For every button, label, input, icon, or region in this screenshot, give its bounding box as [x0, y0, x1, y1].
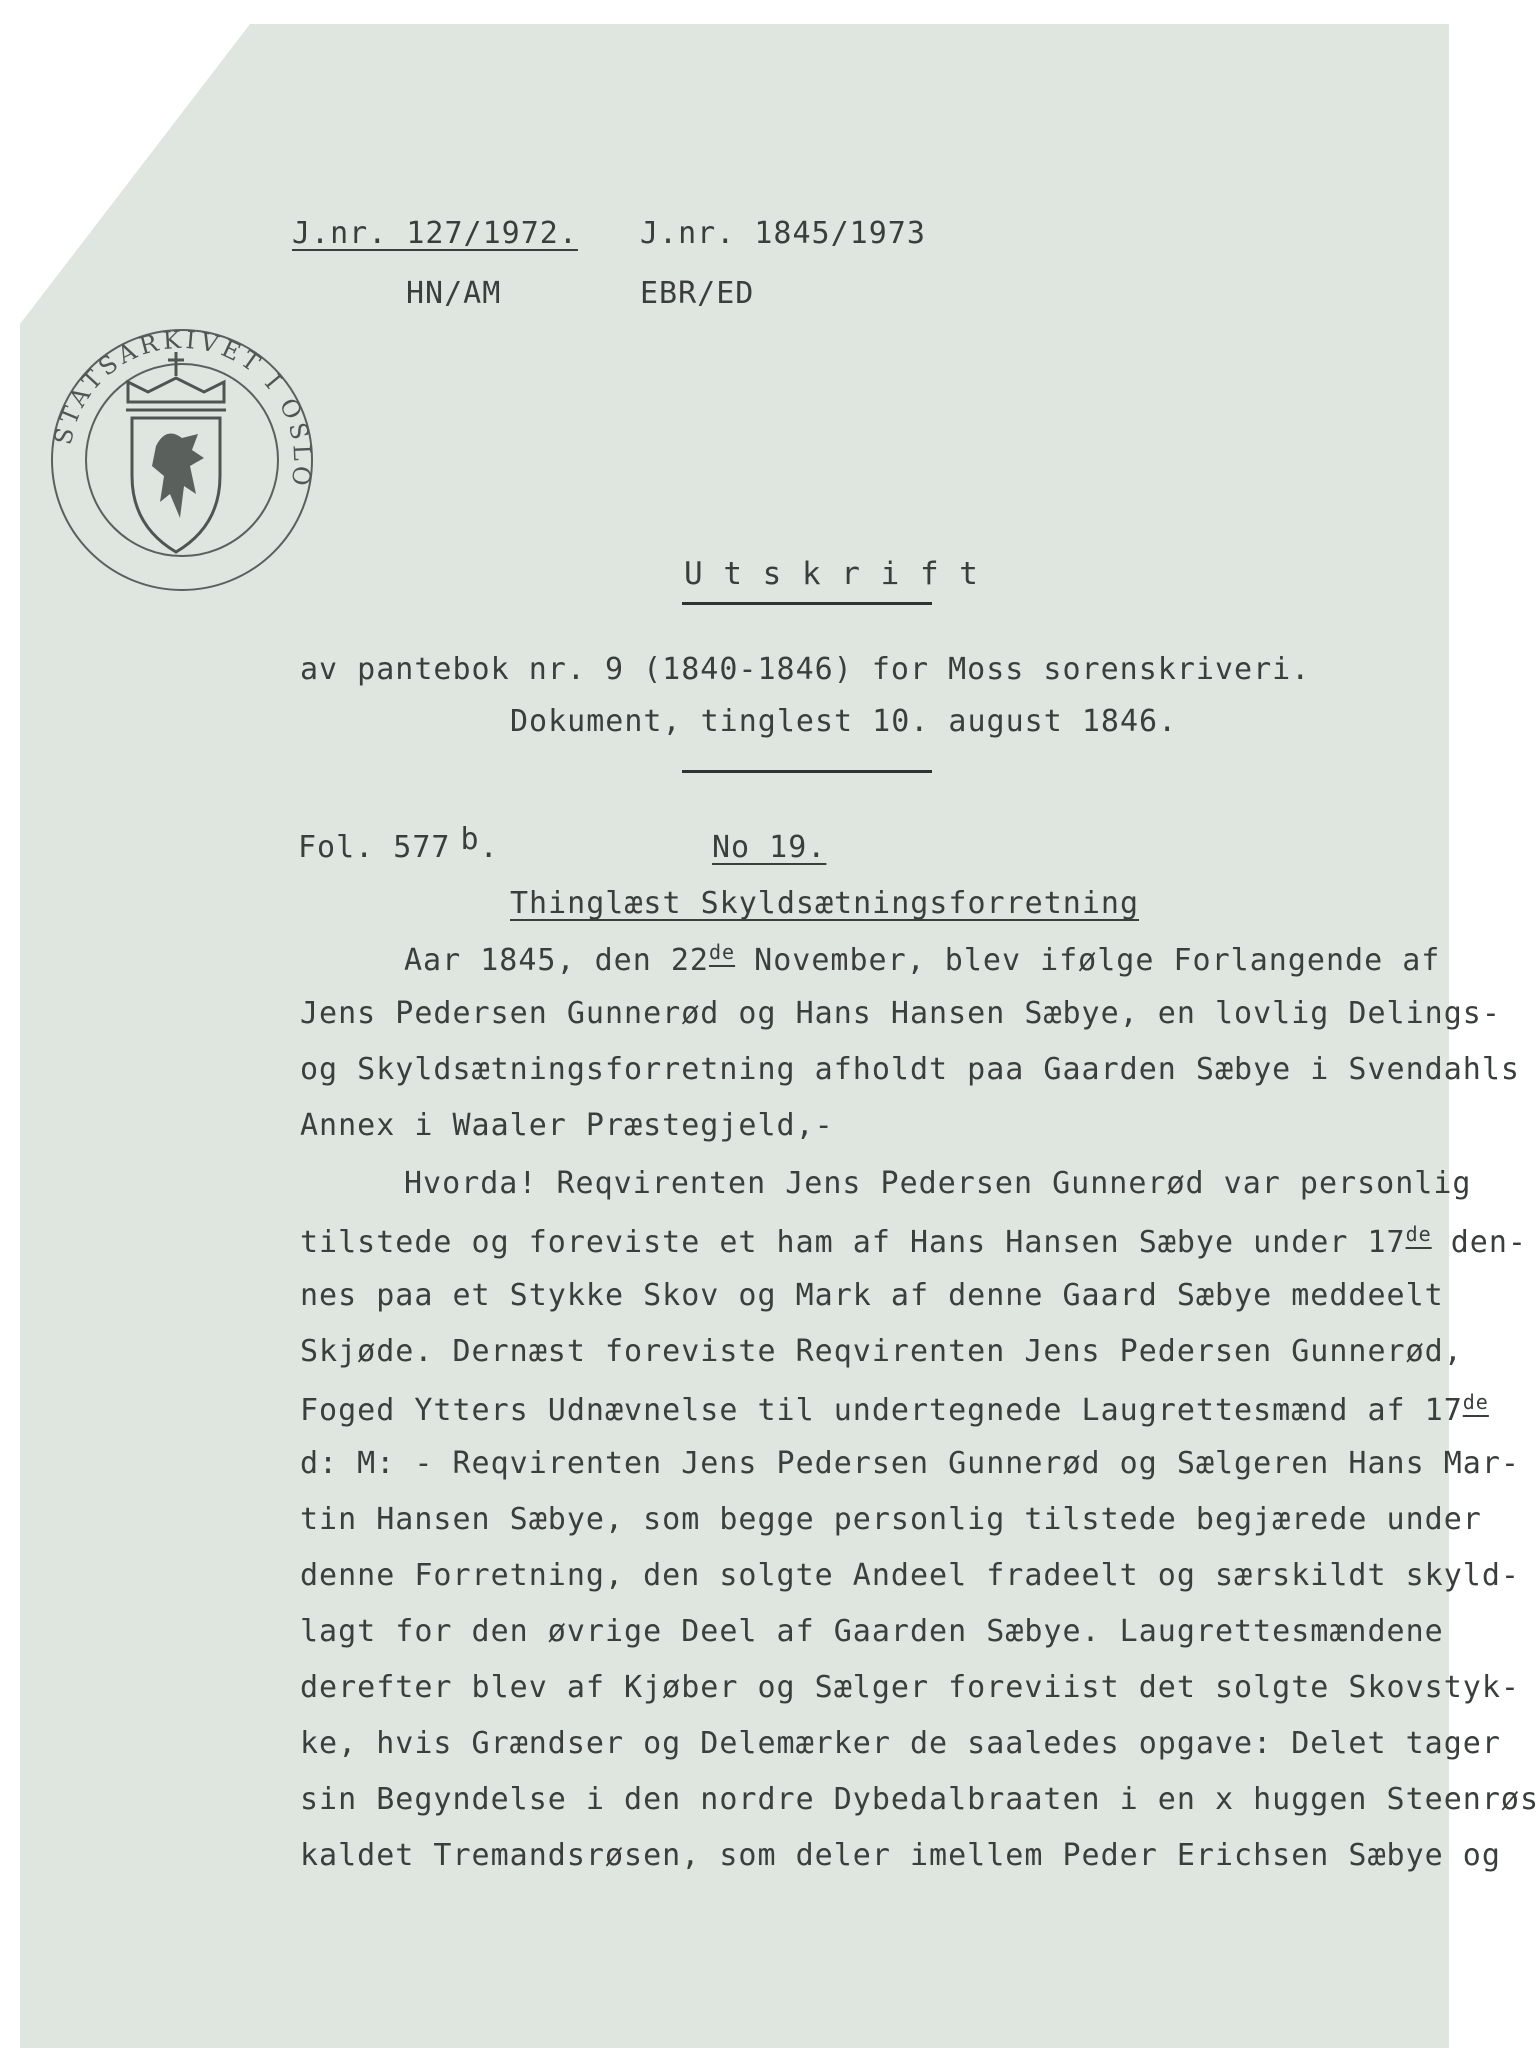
text-line-3: og Skyldsætningsforretning afholdt paa Gaarden Sæbye i Svendahls: [300, 1052, 1520, 1087]
text-line-14: derefter blev af Kjøber og Sælger foreviist det solgte Skovstyk-: [300, 1670, 1520, 1705]
source-line-1: av pantebok nr. 9 (1840-1846) for Moss sorenskriveri.: [300, 652, 1311, 687]
folio: [298, 822, 499, 865]
source-line-2: Dokument, tinglest 10. august 1846.: [510, 704, 1178, 739]
lion-icon: [152, 434, 204, 519]
folio-suffix: b: [460, 822, 480, 857]
journal-ref-2: J.nr. 1845/1973: [640, 216, 926, 251]
seal-text: STATSARKIVET I OSLO: [48, 326, 316, 492]
initials-1: HN/AM: [406, 276, 502, 311]
initials-2: EBR/ED: [640, 276, 755, 311]
archive-seal-stamp: [48, 326, 316, 594]
journal-ref-1: J.nr. 127/1972.: [292, 216, 578, 251]
section-heading: Thinglæst Skyldsætningsforretning: [510, 886, 1140, 921]
text-line-11: tin Hansen Sæbye, som begge personlig tilstede begjærede under: [300, 1502, 1482, 1537]
text-line-13: lagt for den øvrige Deel af Gaarden Sæbye. Laugrettesmændene: [300, 1614, 1444, 1649]
text-line-5: Hvorda! Reqvirenten Jens Pedersen Gunnerød var personlig: [404, 1166, 1472, 1201]
document-title: U t s k r i f t: [684, 556, 979, 592]
text-line-2: Jens Pedersen Gunnerød og Hans Hansen Sæbye, en lovlig Delings-: [300, 996, 1501, 1031]
text-line-8: Skjøde. Dernæst foreviste Reqvirenten Jens Pedersen Gunnerød,: [300, 1334, 1463, 1369]
folio-dot: .: [479, 830, 499, 865]
entry-number: No 19.: [712, 830, 827, 865]
text-line-15: ke, hvis Grændser og Delemærker de saaledes opgave: Delet tager: [300, 1726, 1501, 1761]
text-line-1: Aar 1845, den 22de November, blev ifølge Forlangende af: [404, 940, 1441, 978]
folio-number: Fol. 577: [298, 830, 451, 865]
text-line-17: kaldet Tremandsrøsen, som deler imellem Peder Erichsen Sæbye og: [300, 1838, 1501, 1873]
text-line-7: nes paa et Stykke Skov og Mark af denne Gaard Sæbye meddeelt: [300, 1278, 1444, 1313]
text-line-6: tilstede og foreviste et ham af Hans Hansen Sæbye under 17de den-: [300, 1222, 1527, 1260]
text-line-16: sin Begyndelse i den nordre Dybedalbraaten i en x huggen Steenrøs: [300, 1782, 1539, 1817]
text-line-4: Annex i Waaler Præstegjeld,-: [300, 1108, 834, 1143]
title-underline: [682, 602, 932, 605]
separator-rule: [682, 770, 932, 773]
text-line-9: Foged Ytters Udnævnelse til undertegnede Laugrettesmænd af 17de: [300, 1390, 1489, 1428]
text-line-10: d: M: - Reqvirenten Jens Pedersen Gunnerød og Sælgeren Hans Mar-: [300, 1446, 1520, 1481]
text-line-12: denne Forretning, den solgte Andeel fradeelt og særskildt skyld-: [300, 1558, 1520, 1593]
